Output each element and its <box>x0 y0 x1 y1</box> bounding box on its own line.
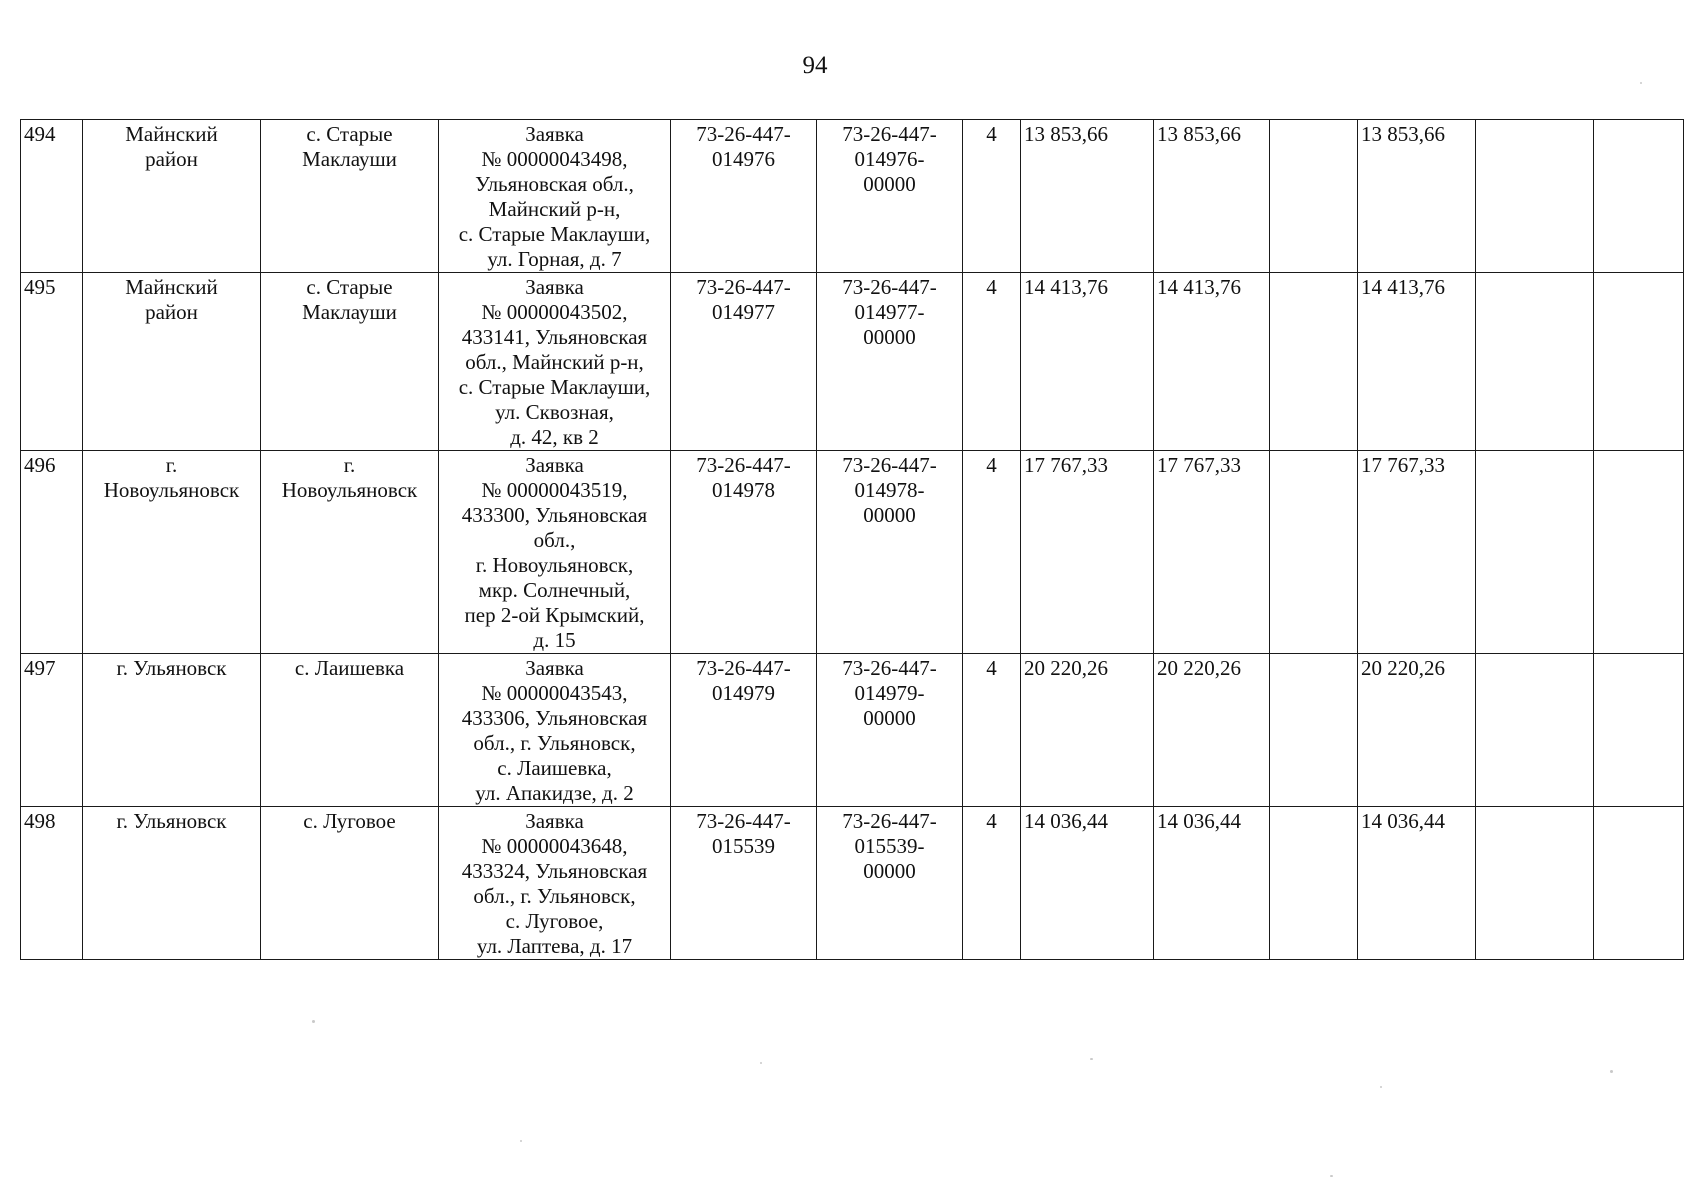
scan-speck <box>312 1020 315 1023</box>
amount-cell: 17 767,33 <box>1021 451 1154 654</box>
locality-cell: с. Лаишевка <box>261 654 439 807</box>
object-code-cell: 73-26-447- 014979- 00000 <box>817 654 963 807</box>
row-number-cell: 496 <box>21 451 83 654</box>
quantity-cell: 4 <box>963 451 1021 654</box>
row-number-cell: 494 <box>21 120 83 273</box>
amount-cell: 14 413,76 <box>1358 273 1476 451</box>
table-row <box>21 807 1684 960</box>
quantity-cell: 4 <box>963 273 1021 451</box>
application-cell: Заявка № 00000043498, Ульяновская обл., Майнский р-н, с. Старые Маклауши, ул. Горная, д. 7 <box>439 120 671 273</box>
amount-cell: 14 036,44 <box>1021 807 1154 960</box>
amount-cell <box>1270 120 1358 273</box>
page-number: 94 <box>802 52 828 79</box>
cadastral-number-cell: 73-26-447- 014978 <box>671 451 817 654</box>
empty-cell <box>1476 807 1594 960</box>
amount-cell: 14 036,44 <box>1358 807 1476 960</box>
district-cell: г. Ульяновск <box>83 807 261 960</box>
amount-cell: 17 767,33 <box>1358 451 1476 654</box>
district-cell: г. Ульяновск <box>83 654 261 807</box>
row-number-cell: 498 <box>21 807 83 960</box>
locality-cell: с. Старые Маклауши <box>261 273 439 451</box>
table-row <box>21 273 1684 451</box>
amount-cell: 17 767,33 <box>1154 451 1270 654</box>
quantity-cell: 4 <box>963 807 1021 960</box>
table-row <box>21 654 1684 807</box>
amount-cell: 14 413,76 <box>1021 273 1154 451</box>
object-code-cell: 73-26-447- 015539- 00000 <box>817 807 963 960</box>
empty-cell <box>1594 654 1684 807</box>
quantity-cell: 4 <box>963 120 1021 273</box>
scan-speck <box>1610 1070 1613 1073</box>
scan-speck <box>760 1062 762 1064</box>
empty-cell <box>1476 120 1594 273</box>
cadastral-number-cell: 73-26-447- 014979 <box>671 654 817 807</box>
registry-table <box>20 119 1684 960</box>
locality-cell: с. Старые Маклауши <box>261 120 439 273</box>
object-code-cell: 73-26-447- 014976- 00000 <box>817 120 963 273</box>
amount-cell: 20 220,26 <box>1154 654 1270 807</box>
amount-cell: 14 413,76 <box>1154 273 1270 451</box>
amount-cell <box>1270 451 1358 654</box>
amount-cell <box>1270 654 1358 807</box>
empty-cell <box>1594 273 1684 451</box>
amount-cell: 13 853,66 <box>1154 120 1270 273</box>
row-number-cell: 495 <box>21 273 83 451</box>
object-code-cell: 73-26-447- 014977- 00000 <box>817 273 963 451</box>
amount-cell: 13 853,66 <box>1021 120 1154 273</box>
district-cell: г. Новоульяновск <box>83 451 261 654</box>
scan-speck <box>1090 1058 1093 1060</box>
amount-cell: 20 220,26 <box>1358 654 1476 807</box>
application-cell: Заявка № 00000043519, 433300, Ульяновская обл., г. Новоульяновск, мкр. Солнечный, пер 2-ой Крымский, д. 15 <box>439 451 671 654</box>
scan-speck <box>520 1140 522 1142</box>
scan-speck <box>1640 82 1642 84</box>
table-row <box>21 120 1684 273</box>
quantity-cell: 4 <box>963 654 1021 807</box>
cadastral-number-cell: 73-26-447- 015539 <box>671 807 817 960</box>
amount-cell: 20 220,26 <box>1021 654 1154 807</box>
application-cell: Заявка № 00000043502, 433141, Ульяновская обл., Майнский р-н, с. Старые Маклауши, ул. Сквозная, д. 42, кв 2 <box>439 273 671 451</box>
locality-cell: г. Новоульяновск <box>261 451 439 654</box>
empty-cell <box>1476 451 1594 654</box>
empty-cell <box>1476 654 1594 807</box>
amount-cell <box>1270 807 1358 960</box>
amount-cell: 14 036,44 <box>1154 807 1270 960</box>
cadastral-number-cell: 73-26-447- 014977 <box>671 273 817 451</box>
empty-cell <box>1594 451 1684 654</box>
scan-speck <box>1330 1175 1333 1177</box>
district-cell: Майнский район <box>83 273 261 451</box>
application-cell: Заявка № 00000043648, 433324, Ульяновская обл., г. Ульяновск, с. Луговое, ул. Лаптева, д. 17 <box>439 807 671 960</box>
empty-cell <box>1594 120 1684 273</box>
empty-cell <box>1594 807 1684 960</box>
table-row <box>21 451 1684 654</box>
scan-speck <box>1380 1086 1382 1088</box>
amount-cell <box>1270 273 1358 451</box>
amount-cell: 13 853,66 <box>1358 120 1476 273</box>
object-code-cell: 73-26-447- 014978- 00000 <box>817 451 963 654</box>
application-cell: Заявка № 00000043543, 433306, Ульяновская обл., г. Ульяновск, с. Лаишевка, ул. Апакидзе, д. 2 <box>439 654 671 807</box>
row-number-cell: 497 <box>21 654 83 807</box>
locality-cell: с. Луговое <box>261 807 439 960</box>
empty-cell <box>1476 273 1594 451</box>
cadastral-number-cell: 73-26-447- 014976 <box>671 120 817 273</box>
district-cell: Майнский район <box>83 120 261 273</box>
